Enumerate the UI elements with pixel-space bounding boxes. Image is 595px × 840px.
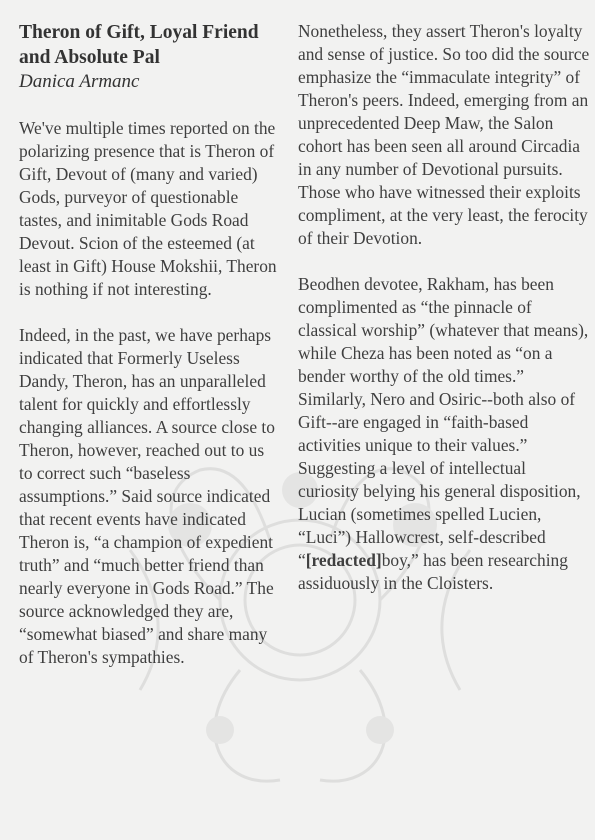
paragraph-2: Indeed, in the past, we have perhaps indicated that Formerly Useless Dandy, Theron, has an unparalleled talent for quickly and effortlessly changing alliances. A source close to Theron, however, reached out to us to correct such “baseless assumptions.” Said source indicated that recent events have indicated Theron is, “a champion of expedient truth” and “much better friend than nearly everyone in Gods Road.” The source acknowledged they are, “somewhat biased” and share many of Theron's sympathies. — [19, 325, 275, 667]
right-column — [298, 20, 591, 692]
article-author: Danica Armanc — [19, 71, 140, 92]
paragraph-1: We've multiple times reported on the polarizing presence that is Theron of Gift, Devout of (many and varied) Gods, purveyor of questionable tastes, and inimitable Gods Road Devout. Scion of the esteemed (at least in Gift) House Mokshii, Theron is nothing if not interesting. — [19, 118, 277, 299]
article-title: Theron of Gift, Loyal Friend and Absolute Pal — [19, 22, 259, 68]
article — [19, 20, 591, 692]
paragraph-4-start: Beodhen devotee, Rakham, has been complimented as “the pinnacle of classical worship” (whatever that means), while Cheza has been noted as “on a bender worthy of the old times.” Similarly, Nero and Osiric--both also of Gift--are engaged in “faith-based activities unique to their values.” Suggesting a level of intellectual curiosity belying his general disposition, Lucian (sometimes spelled Lucien, “Luci”) Hallowcrest, self-described “ — [298, 274, 589, 570]
redacted-text: [redacted] — [305, 550, 382, 570]
paragraph-4 — [298, 273, 591, 595]
paragraph-4-end: boy,” has been researching assiduously in the Cloisters. — [298, 550, 568, 593]
paragraph-3: Nonetheless, they assert Theron's loyalty and sense of justice. So too did the source emphasize the “immaculate integrity” of Theron's peers. Indeed, emerging from an unprecedented Deep Maw, the Salon cohort has been seen all around Circadia in any number of Devotional pursuits. Those who have witnessed their exploits compliment, at the very least, the ferocity of their Devotion. — [298, 21, 590, 248]
left-column — [19, 20, 278, 692]
